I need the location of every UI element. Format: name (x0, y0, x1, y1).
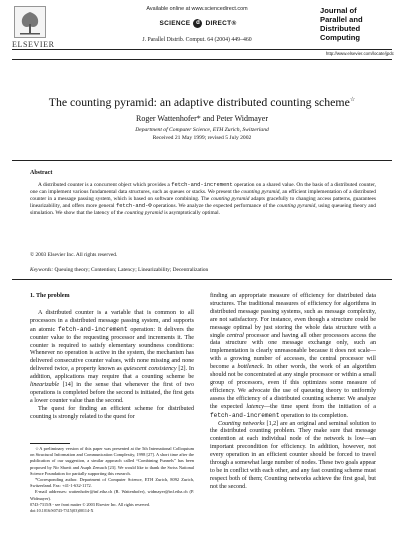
text-run: , using queueing theory and simulation. We show that the latency of the (30, 203, 376, 217)
keywords-list: Queuing theory; Contention; Latency; Linearizability; Decentralization (53, 267, 209, 273)
text-run: operation: It delivers the counter value to the requesting processor and increments it. The counter is required to satisfy elementary soundness conditions: Whenever no operation is active in the system, the mechanism has delivered consecutive counter values, with none missing and none delivered twice, a property known as (30, 326, 194, 373)
text-run: operation to its completion. (279, 412, 349, 419)
code-run: fetch-and-increment (171, 182, 233, 188)
title-footnote-mark: ☆ (349, 97, 356, 104)
body-paragraph: The quest for finding an efficient scheme for distributed counting is strongly related to the quest for (30, 405, 194, 420)
issn-line: 0743-7315/$ - see front matter © 2003 Elsevier Inc. All rights reserved. (30, 502, 151, 507)
available-online-line: Available online at www.sciencedirect.com (146, 6, 248, 12)
sd-logo-left: SCIENCE (159, 19, 191, 27)
emph-run: central (226, 332, 244, 339)
text-run: [2]. In addition, applications may require that a counting scheme be (30, 366, 194, 381)
text-run: [1,2] are an original and seminal solution to the distributed counting problem. They make sure that message contention at each individual node of the network is low—an important precondition for efficiency. In addition, however, not every operation in an efficient counter should be forced to travel through a somewhat large number of nodes. These two goals appear to be in conflict with each other, and any fast counting scheme must respect both of them; Counting networks achieve the first goal, but not the second. (210, 420, 376, 490)
sd-logo-right: DIRECT® (205, 19, 237, 27)
footnote: ☆A preliminary version of this paper was presented at the 5th International Colloquium on Structural Information and Communication Complexity, 1998 [27]. A short time after the publication of our suggestion, a similar approach called “Combining Funnels” has been proposed by Nir Shavit and Asaph Zemach [23]. We would like to thank the Swiss National Science Foundation for partially supporting this research. (30, 446, 194, 476)
footnote: *Corresponding author. Department of Computer Science, ETH Zurich, 8092 Zurich, Switzerland. Fax: +41-1-632-1172. (30, 477, 194, 489)
journal-url: http://www.elsevier.com/locate/jpdc (325, 51, 394, 56)
text-run: operation on a shared value. On the basis of a distributed counter, one can implement various fundamental data structures, such as queues or stacks. We present the (30, 182, 377, 196)
body-column-right (210, 293, 376, 492)
elsevier-tree-logo (14, 6, 46, 38)
journal-name-line: Distributed (320, 24, 361, 33)
abstract-paragraph (30, 182, 376, 217)
doi-line: doi:10.1016/S0743-7315(03)00114-X (30, 507, 94, 513)
emph-run: quiescent consistency (123, 366, 177, 373)
code-run: fetch-and-increment (58, 325, 128, 333)
text-run: A distributed counter is a variable that is common to all processors in a distributed message passing system, and supports an atomic (30, 309, 194, 333)
keywords-label: Keywords: (30, 267, 54, 273)
footnotes (30, 446, 194, 502)
sd-logo-mark: d (193, 19, 202, 28)
text-run: processor and having all other processors access the data structure with one message exchange only, such an implementation is clearly unreasonable because it does not scale—with a growing number of accesses, the central processor will become a (210, 332, 376, 371)
abstract-rule-bottom (12, 279, 392, 280)
code-run: fetch-and-increment (210, 411, 280, 419)
body-paragraph (30, 310, 194, 406)
text-run: adapts gracefully to changing access patterns, guarantees linearizability, and offers more general (30, 196, 376, 210)
code-run: fetch-and-Φ (115, 203, 152, 210)
author-affiliation: Department of Computer Science, ETH Zurich, Switzerland (135, 127, 269, 133)
body-paragraph (210, 293, 376, 421)
emph-run: linearizable (30, 382, 60, 389)
text-run: [14] in the sense that whenever the first of two operations is completed before the second is initiated, the first gets a lower counter value than the second. (30, 382, 194, 404)
emph-run: counting pyramid (210, 196, 250, 203)
header-rule-bottom (12, 59, 392, 60)
emph-run: bottleneck (237, 364, 263, 371)
text-run: . In other words, the work of an algorithm should not be concentrated at any single processor or within a small group of processors, even if this optimizes some measure of efficiency. We advocate the use of queueing theory to uniformly assess the efficiency of a distributed counting scheme: We analyze the expected (210, 364, 377, 410)
article-title-text: The counting pyramid: an adaptive distributed counting scheme (48, 95, 350, 109)
issn-doi-block (30, 502, 200, 513)
abstract-body (30, 182, 376, 217)
journal-name-line: Journal of (320, 6, 357, 15)
abstract-rule-top (12, 160, 392, 161)
journal-reference: J. Parallel Distrib. Comput. 64 (2004) 449–460 (142, 37, 252, 43)
text-run: A distributed counter is a concurrent object which provides a (38, 182, 172, 188)
body-column-left (30, 293, 194, 422)
footnote: E-mail addresses: wattenhofer@inf.ethz.ch (R. Wattenhofer), widmayer@inf.ethz.ch (P. Widmayer). (30, 489, 194, 501)
sciencedirect-logo (150, 16, 246, 30)
copyright-line: © 2003 Elsevier Inc. All rights reserved. (30, 252, 118, 258)
text-run: , an efficient implementation of a distributed counter in a message passing system, which is based on software combining. The (30, 189, 377, 203)
journal-name-line: Parallel and (320, 15, 363, 24)
journal-name (320, 6, 398, 42)
text-run: is asymptotically optimal. (162, 210, 220, 217)
journal-name-line: Computing (320, 33, 361, 42)
text-run: —the time spent from the initiation of a (264, 403, 376, 410)
article-title (12, 95, 392, 110)
abstract-heading: Abstract (30, 170, 53, 176)
keywords-line (30, 267, 376, 273)
section-heading: 1. The problem (30, 293, 70, 299)
emph-run: Counting networks (218, 420, 265, 427)
text-run: finding an appropriate measure of efficiency for distributed data structures. The traditional measures of efficiency for algorithms in distributed message passing systems, such as message complexity, are not satisfactory. For instance, even though a structure could be message optimal by just storing the whole data structure with a single (210, 293, 376, 339)
emph-run: counting pyramid (124, 210, 163, 217)
article-authors: Roger Wattenhofer* and Peter Widmayer (135, 114, 269, 123)
text-run: operations. We analyze the expected performance of the (151, 203, 277, 210)
emph-run: latency (246, 403, 265, 410)
body-paragraph (210, 421, 376, 492)
header-rule-top (12, 49, 392, 50)
footnote-rule (30, 443, 70, 444)
received-dates: Received 21 May 1999; revised 5 July 2002 (152, 135, 252, 141)
emph-run: counting pyramid (241, 189, 280, 196)
publisher-name: ELSEVIER (12, 40, 55, 49)
emph-run: counting pyramid (276, 203, 316, 210)
